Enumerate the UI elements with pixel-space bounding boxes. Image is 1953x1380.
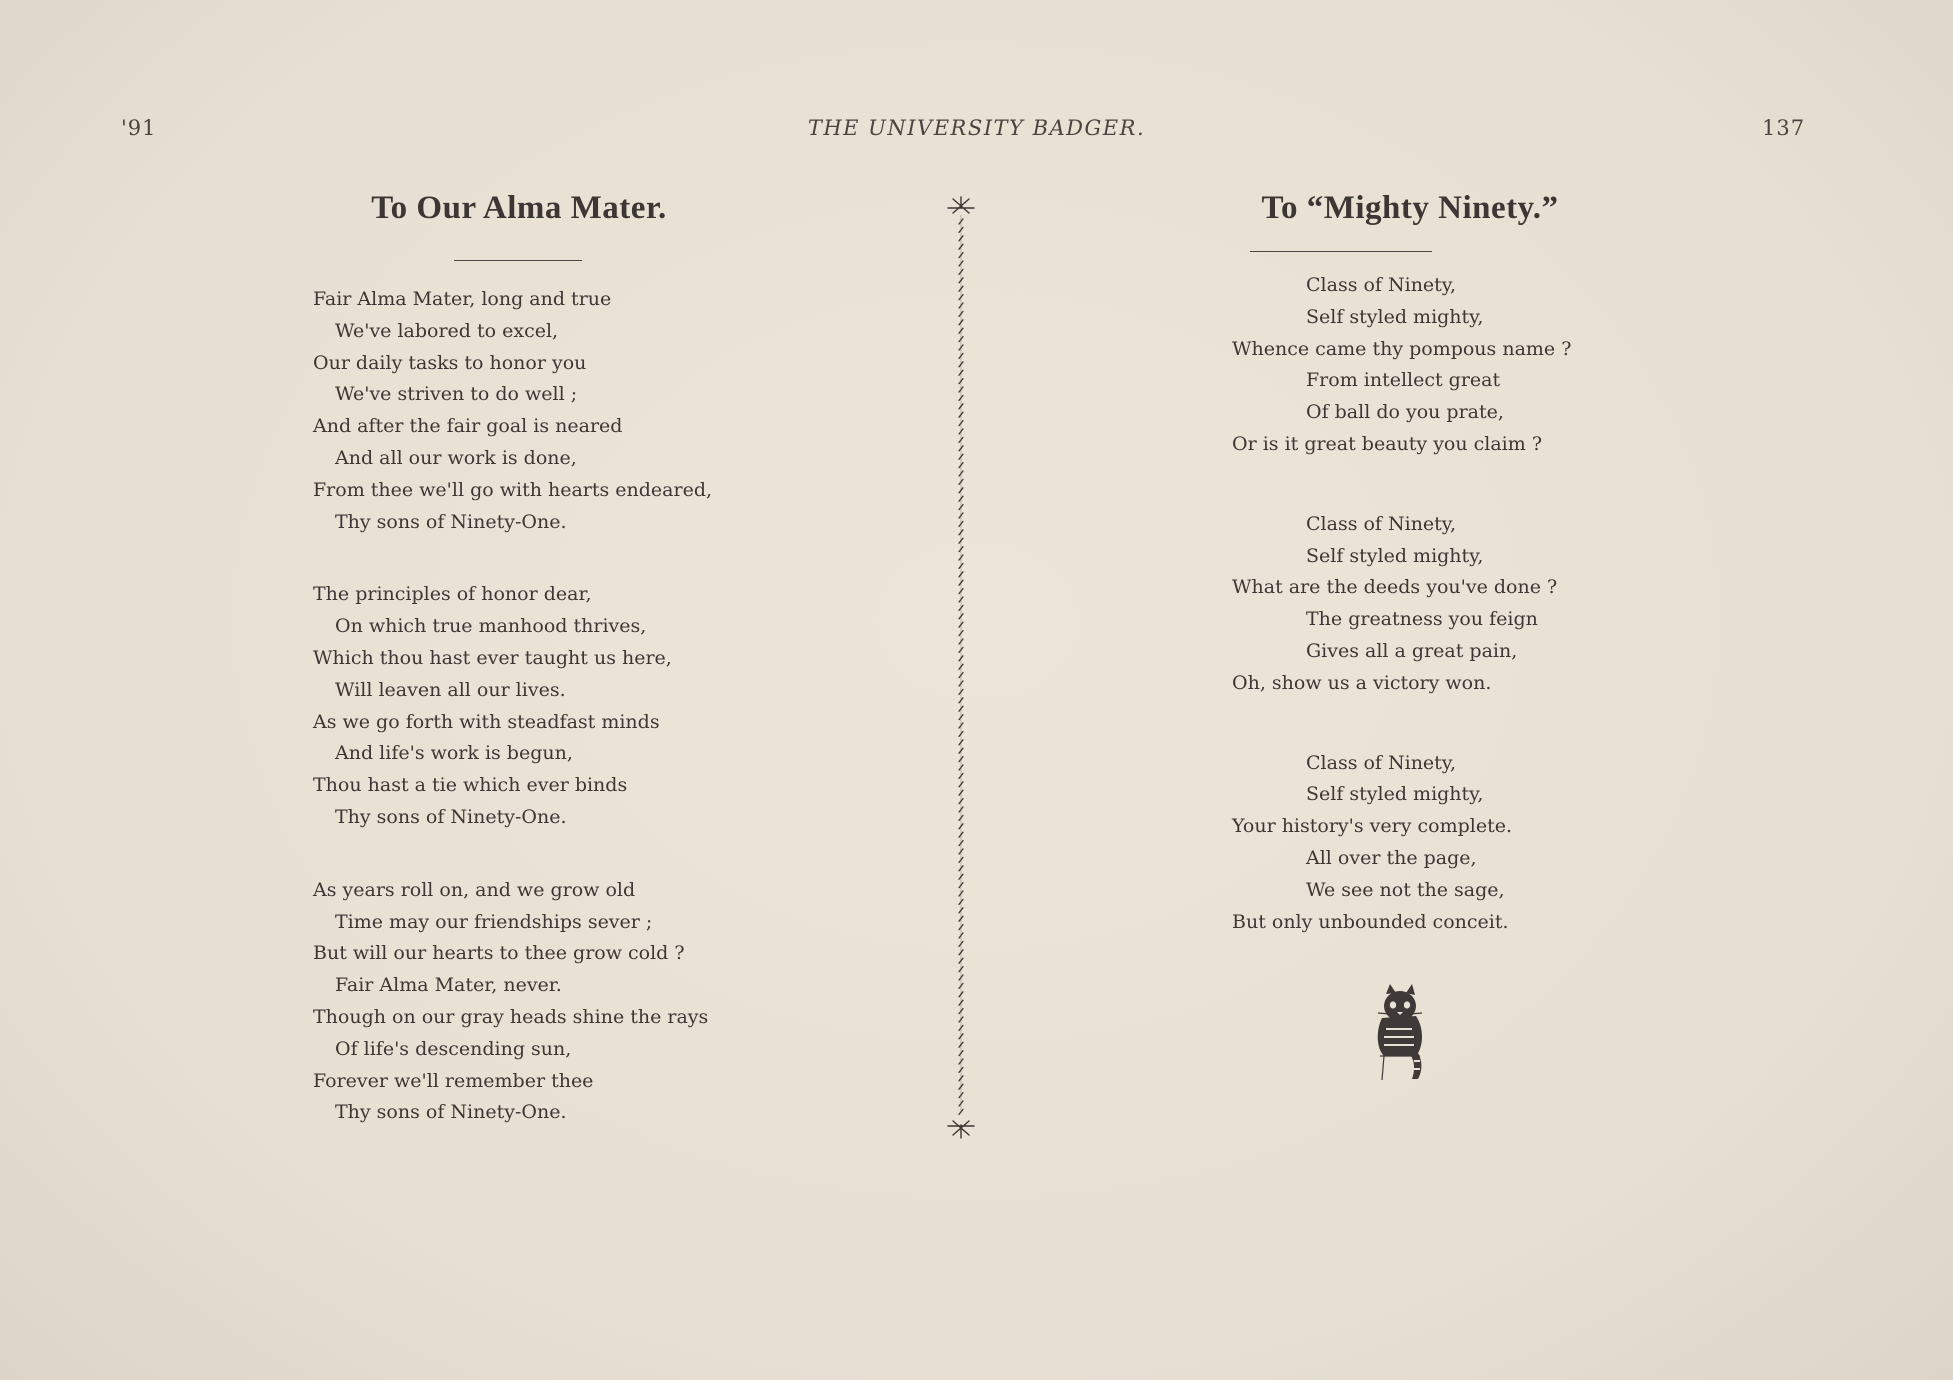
verse-line: But will our hearts to thee grow cold ? [313,942,685,965]
poem-title-right: To “Mighty Ninety.” [1261,190,1559,226]
verse-line: And life's work is begun, [335,742,573,765]
poem-title-left: To Our Alma Mater. [371,190,667,226]
stanza [313,579,712,833]
stanza [313,875,712,1129]
verse-line: Of life's descending sun, [335,1037,572,1060]
poem-right [1232,270,1571,938]
verse-line: We've striven to do well ; [335,383,578,406]
verse-line: We see not the sage, [1306,878,1505,901]
verse-line: Self styled mighty, [1306,544,1484,567]
verse-line: Thy sons of Ninety-One. [335,510,567,533]
verse-line: Thou hast a tie which ever binds [313,774,628,797]
verse-line: Will leaven all our lives. [335,678,566,701]
verse-line: Fair Alma Mater, long and true [313,288,612,310]
verse-line: From thee we'll go with hearts endeared, [313,478,713,501]
verse-line: Fair Alma Mater, never. [335,974,562,997]
verse-line: As we go forth with steadfast minds [313,710,660,733]
verse-line: And after the fair goal is neared [313,415,623,438]
running-header: THE UNIVERSITY BADGER. [807,116,1146,140]
verse-line: Our daily tasks to honor you [313,351,587,374]
poem-left [313,284,712,1129]
title-rule-right [1250,251,1432,252]
verse-line: From intellect great [1306,369,1501,392]
verse-line: Forever we'll remember thee [313,1069,594,1092]
verse-line: But only unbounded conceit. [1232,910,1509,933]
verse-line: All over the page, [1306,846,1477,869]
verse-line: The greatness you feign [1306,608,1538,631]
verse-line: Though on our gray heads shine the rays [313,1005,709,1028]
cat-vignette-icon [1372,984,1428,1082]
verse-line: Time may our friendships sever ; [335,910,653,933]
verse-line: As years roll on, and we grow old [313,878,636,901]
verse-line: Self styled mighty, [1306,305,1484,328]
verse-line: Gives all a great pain, [1306,639,1518,662]
verse-line: Class of Ninety, [1306,274,1457,296]
page-number-left: '91 [121,116,157,140]
stanza [313,284,712,538]
rope-divider-icon [944,195,978,1140]
verse-line: What are the deeds you've done ? [1232,576,1558,599]
verse-line: The principles of honor dear, [313,583,592,606]
verse-line: Oh, show us a victory won. [1232,671,1492,694]
verse-line: Which thou hast ever taught us here, [313,646,672,669]
verse-line: Self styled mighty, [1306,783,1484,806]
stanza [1232,270,1571,461]
verse-line: Class of Ninety, [1306,512,1457,535]
verse-line: Your history's very complete. [1232,815,1512,838]
verse-line: Of ball do you prate, [1306,401,1504,424]
verse-line: On which true manhood thrives, [335,615,647,638]
title-rule-left [454,260,582,261]
verse-line: Or is it great beauty you claim ? [1232,432,1543,455]
stanza [1232,748,1571,939]
verse-line: And all our work is done, [335,446,577,469]
stanza [1232,509,1571,700]
page-number-right: 137 [1762,116,1806,140]
verse-line: We've labored to excel, [335,319,559,342]
verse-line: Thy sons of Ninety-One. [335,805,567,828]
verse-line: Thy sons of Ninety-One. [335,1101,567,1124]
verse-line: Class of Ninety, [1306,751,1457,774]
verse-line: Whence came thy pompous name ? [1232,337,1572,360]
